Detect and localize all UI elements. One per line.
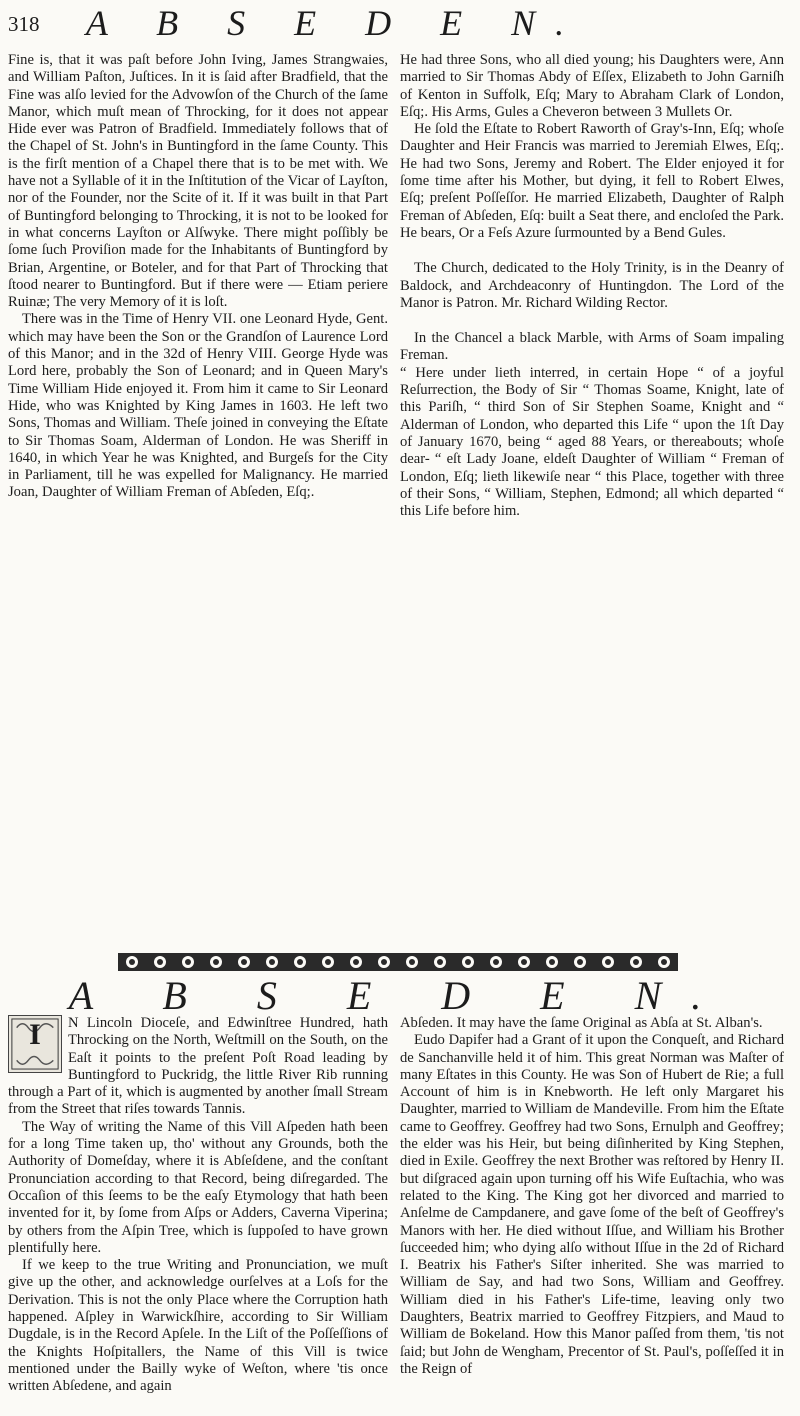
paragraph: If we keep to the true Writing and Pronunciation, we muſt give up the other, and acknowledge ourſelves at a Loſs for the Derivation. This is not the only Place where the Corruption hath happened. Aſpley in Warwickſhire, according to Sir William Dugdale, is in the Record Apſele. In the Liſt of the Poſſeſſions of the Knights Hoſpitallers, the Name of this Vill is twice mentioned under the Bailly wyke of Weſton, where 'tis once written Abſedene, and again <box>8 1257 388 1395</box>
paragraph: He had three Sons, who all died young; his Daughters were, Ann married to Sir Thomas Abdy of Eſſex, Elizabeth to John Garniſh of Kenton in Suffolk, Eſq; Mary to Abraham Clark of London, Eſq;. His Arms, Gules a Cheveron between 3 Mullets Or. <box>400 52 784 120</box>
paragraph: The Way of writing the Name of this Vill Aſpeden hath been for a long Time taken up, tho' without any Grounds, both the Authority of Domeſday, where it is Abſeſdene, and the conſtant Pronunciation according to that Record, being diſregarded. The Occaſion of this ſeems to be the eaſy Etymology that hath been invented for it, by ſome from Aſps or Adders, Caverna Viperina; by others from the Aſpin Tree, which is ſuppoſed to have grown plentifully here. <box>8 1118 388 1256</box>
ornament-band-icon <box>118 952 678 972</box>
running-head: A B S E D E N. <box>85 3 585 43</box>
page-number: 318 <box>8 12 40 36</box>
paragraph: Fine is, that it was paſt before John Iving, James Strangwaies, and William Paſton, Juſtices. In it is ſaid after Bradfield, that the Fine was alſo levied for the Advowſon of the Church of the ſame Manor, which muſt mean of Throcking, for it does not appear Hide ever was Patron of Bradfield. Immediately follows that of the Chapel of St. John's in Buntingford in the ſame County. This is the firſt mention of a Chapel there that is to be met with. We have not a Syllable of it in the Inſtitution of the Vicar of Layſton, nor of the Founder, nor the Scite of it. If it was built in that Part of Buntingford belonging to Throcking, it is not to be looked for in what concerns Layſton or Alſwyke. There might poſſibly be ſome ſuch Proviſion made for the Inhabitants of Buntingford by Brian, Argentine, or Boteler, and for that Part of Throcking that ſtood nearer to Buntingford. But if there were — Etiam periere Ruinæ; The very Memory of it is loſt. <box>8 52 388 311</box>
section-left-column <box>8 1015 388 1396</box>
paragraph: Eudo Dapifer had a Grant of it upon the Conqueſt, and Richard de Sanchanville held it of him. This great Norman was Maſter of many Eſtates in this County. He was Son of Hubert de Rie; a full Account of him is in Knebworth. He left only Margaret his Daughter, married to William de Mandeville. From him the Eſtate came to Geoffrey. Geoffrey had two Sons, Ernulph and Geoffrey; the elder was his Heir, but being diſinherited by King Stephen, died in Exile. Geoffrey the next Brother was reſtored by Henry II. but diſgraced again upon turning off his Wife Euſtachia, who was related to the King. The King got her divorced and married to Anſelme de Campdanere, and gave ſome of the beſt of Geoffrey's Manors with her. He died without Iſſue, and William his Brother ſucceeded him; who dying alſo without Iſſue in the 2d of Richard I. Beatrix his Father's Siſter inherited. She was married to William de Say, and had two Sons, William and Geoffrey. William died in his Father's Life-time, leaving only two Daughters, Beatrix married to Geoffrey Fitzpiers, and Maud to William de Bokeland. How this Manor paſſed from them, 'tis not ſaid; but John de Wengham, Precentor of St. Paul's, poſſeſſed it in the Reign of <box>400 1032 784 1377</box>
ornament-band <box>118 952 678 972</box>
left-column <box>8 52 388 502</box>
right-column <box>400 52 784 520</box>
paragraph: There was in the Time of Henry VII. one Leonard Hyde, Gent. which may have been the Son or the Grandſon of Laurence Lord of this Manor; and in the 32d of Henry VIII. George Hyde was Lord here, probably the Son of Leonard; and in Queen Mary's Time William Hide enjoyed it. From him it came to Sir Leonard Hide, who was Knighted by King James in 1603. He left two Sons, Thomas and William. Theſe joined in conveying the Eſtate to Sir Thomas Soam, Alderman of London. He was Sheriff in 1640, in which Year he was Knighted, and Burgeſs for the City in Parliament, till he was expelled for Malignancy. He married Joan, Daughter of William Freman of Abſeden, Eſq;. <box>8 311 388 501</box>
paragraph: He ſold the Eſtate to Robert Raworth of Gray's-Inn, Eſq; whoſe Daughter and Heir Francis was married to Jeremiah Elwes, Eſq;. He had two Sons, Jeremy and Robert. The Elder enjoyed it for ſome time after his Mother, but dying, it fell to Robert Elwes, Eſq; preſent Poſſeſſor. He married Elizabeth, Daughter of Ralph Freman of Abſeden, Eſq: built a Seat there, and encloſed the Park. He bears, Or a Feſs Azure ſurmounted by a Bend Gules. <box>400 121 784 241</box>
dropcap <box>8 1015 62 1073</box>
paragraph: Abſeden. It may have the ſame Original as Abſa at St. Alban's. <box>400 1015 763 1031</box>
paragraph: In the Chancel a black Marble, with Arms of Soam impaling Freman. <box>400 330 784 364</box>
section-title: A B S E D E N. <box>68 973 732 1018</box>
paragraph: N Lincoln Dioceſe, and Edwinſtree Hundred, hath Throcking on the North, Weſtmill on the South, on the Eaſt it points to the preſent Poſt Road leading by Buntingford to Puckridg, the little River Rib running through a Part of it, which is augmented by another ſmall Stream from the Street that riſes towards Tannis. <box>8 1015 388 1118</box>
paragraph: The Church, dedicated to the Holy Trinity, is in the Deanry of Baldock, and Archdeaconry of Huntingdon. The Lord of the Manor is Patron. Mr. Richard Wilding Rector. <box>400 260 784 311</box>
epitaph-quote: “ Here under lieth interred, in certain Hope “ of a joyful Reſurrection, the Body of Sir “ Thomas Soame, Knight, late of this Pariſh, “ third Son of Sir Stephen Soame, Knight and “ Alderman of London, who departed this Life “ upon the 1ſt Day of January 1670, being “ aged 88 Years, or thereabouts; whoſe dear- “ eſt Lady Joane, eldeſt Daughter of William “ Freman of London, Eſq; lieth likewiſe near “ this Place, together with three of their Sons, “ William, Stephen, Edmond; all which departed “ this Life before him. <box>400 364 784 520</box>
section-right-column <box>400 1015 784 1378</box>
dropcap-letter: I <box>29 1018 41 1051</box>
